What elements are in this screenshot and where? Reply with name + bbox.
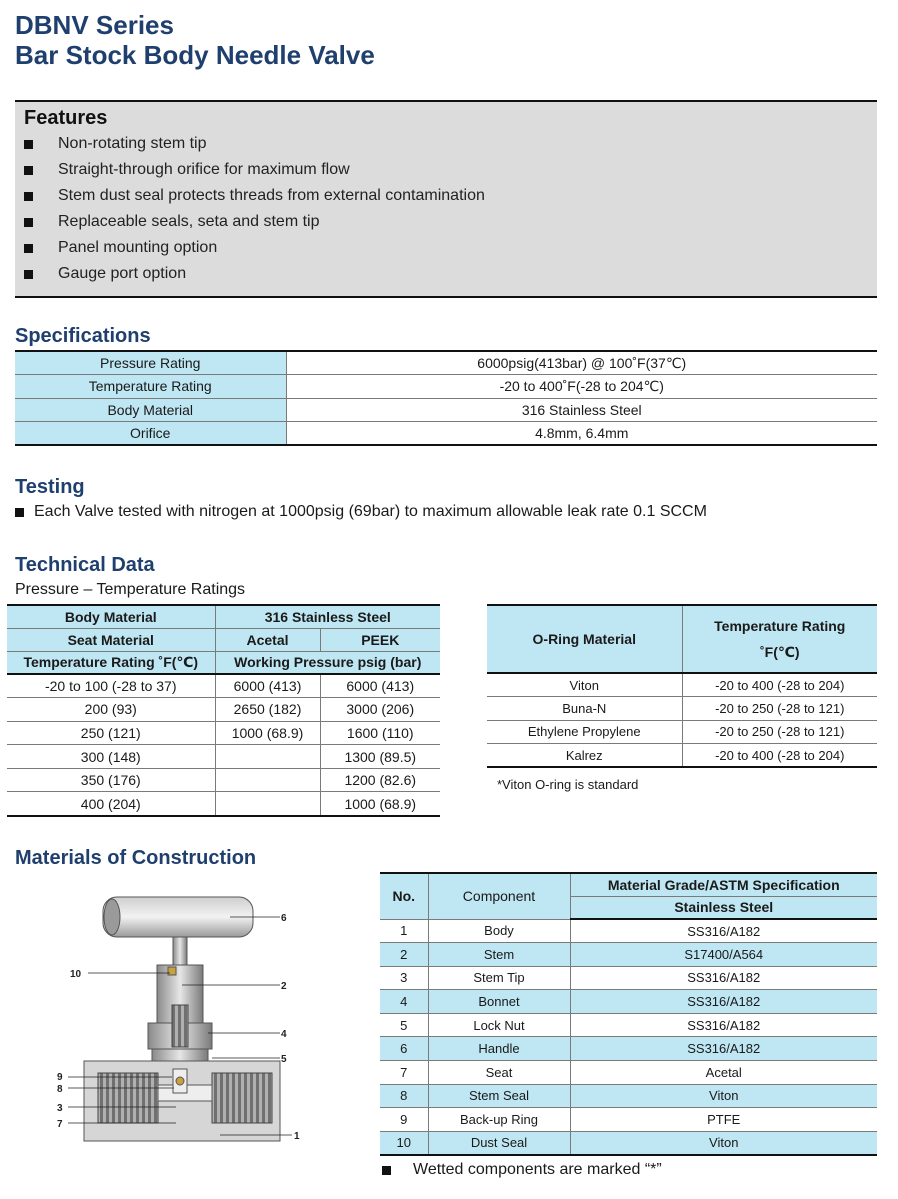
materials-title: Materials of Construction: [15, 847, 257, 869]
cell-peek: 3000 (206): [320, 698, 440, 722]
specifications-title: Specifications: [15, 325, 151, 347]
cell-temp: 250 (121): [7, 721, 215, 745]
table-row: [15, 375, 877, 399]
table-row: [15, 422, 877, 446]
table-row: [7, 698, 440, 722]
cell-acetal: 2650 (182): [215, 698, 320, 722]
header-no: No.: [380, 873, 428, 919]
feature-text: Non-rotating stem tip: [58, 135, 207, 152]
header-temperature-rating: Temperature Rating ˚F(℃): [7, 651, 215, 674]
header-acetal: Acetal: [215, 628, 320, 651]
feature-item: [24, 209, 485, 235]
cell-grade: SS316/A182: [570, 990, 877, 1014]
square-bullet-icon: [24, 218, 33, 227]
cell-grade: PTFE: [570, 1108, 877, 1132]
wetted-note-text: Wetted components are marked “*”: [413, 1161, 662, 1178]
cell-acetal: 6000 (413): [215, 674, 320, 698]
cell-grade: Viton: [570, 1084, 877, 1108]
cell-peek: 1300 (89.5): [320, 745, 440, 769]
table-row: [380, 919, 877, 943]
square-bullet-icon: [24, 140, 33, 149]
header-stainless-steel: Stainless Steel: [570, 896, 877, 919]
header-o-ring-temp: [682, 605, 877, 673]
spec-value: 4.8mm, 6.4mm: [535, 425, 629, 441]
cell-component: Stem: [428, 943, 570, 967]
table-row: [487, 697, 877, 721]
cell-temp: 350 (176): [7, 768, 215, 792]
cell-no: 8: [380, 1084, 428, 1108]
o-ring-table: [487, 604, 877, 768]
cell-component: Body: [428, 919, 570, 943]
table-row: [7, 721, 440, 745]
table-row: [380, 943, 877, 967]
cell-no: 4: [380, 990, 428, 1014]
cell-grade: SS316/A182: [570, 1037, 877, 1061]
feature-item: [24, 261, 485, 287]
cell-component: Lock Nut: [428, 1013, 570, 1037]
table-row: [380, 1037, 877, 1061]
feature-item: [24, 131, 485, 157]
table-row: [15, 351, 877, 375]
header-body-material: Body Material: [7, 605, 215, 628]
cell-grade: Acetal: [570, 1061, 877, 1085]
technical-data-title: Technical Data: [15, 554, 155, 576]
header-material-grade: Material Grade/ASTM Specification: [570, 873, 877, 896]
cell-no: 3: [380, 966, 428, 990]
table-row: [7, 792, 440, 816]
cell-temp: -20 to 250 (-28 to 121): [682, 697, 877, 721]
spec-label: Temperature Rating: [15, 375, 286, 399]
cell-no: 2: [380, 943, 428, 967]
header-working-pressure: Working Pressure psig (bar): [215, 651, 440, 674]
table-row: [380, 1084, 877, 1108]
cell-no: 7: [380, 1061, 428, 1085]
materials-table: [380, 872, 877, 1156]
callout-4: 4: [281, 1029, 287, 1040]
table-row: [380, 1013, 877, 1037]
cell-grade: Viton: [570, 1131, 877, 1155]
table-row: [487, 744, 877, 768]
testing-text: Each Valve tested with nitrogen at 1000psig (69bar) to maximum allowable leak rate 0.1 SCCM: [34, 503, 707, 520]
square-bullet-icon: [15, 508, 24, 517]
cell-temp: 200 (93): [7, 698, 215, 722]
cell-temp: -20 to 400 (-28 to 204): [715, 747, 845, 763]
header-peek: PEEK: [320, 628, 440, 651]
header-o-ring-material: O-Ring Material: [487, 605, 682, 673]
cell-peek: 1600 (110): [320, 721, 440, 745]
cell-temp: -20 to 100 (-28 to 37): [7, 674, 215, 698]
testing-title: Testing: [15, 476, 85, 498]
table-row: [487, 673, 877, 697]
cell-temp: 400 (204): [7, 792, 215, 816]
cell-grade: S17400/A564: [570, 943, 877, 967]
cell-component: Stem Seal: [428, 1084, 570, 1108]
table-row: [380, 990, 877, 1014]
table-row: [487, 720, 877, 744]
cell-peek: 1000 (68.9): [344, 795, 417, 812]
square-bullet-icon: [24, 166, 33, 175]
spec-value: 6000psig(413bar) @ 100˚F(37℃): [286, 351, 877, 375]
title-series: DBNV Series: [15, 10, 174, 40]
pressure-temperature-table: [7, 604, 440, 817]
spec-label: Body Material: [15, 398, 286, 422]
callout-3: 3: [57, 1103, 63, 1114]
cell-temp: -20 to 400 (-28 to 204): [682, 673, 877, 697]
cell-acetal: [215, 792, 320, 816]
callout-5: 5: [281, 1054, 287, 1065]
specifications-table: [15, 350, 877, 446]
feature-text: Panel mounting option: [58, 239, 218, 256]
table-row: [380, 1108, 877, 1132]
pressure-temp-subtitle: Pressure – Temperature Ratings: [15, 581, 246, 598]
header-component: Component: [428, 873, 570, 919]
cell-peek: 1200 (82.6): [320, 768, 440, 792]
cell-component: Bonnet: [428, 990, 570, 1014]
cell-material: Ethylene Propylene: [487, 720, 682, 744]
cell-component: Seat: [428, 1061, 570, 1085]
header-temp-line1: Temperature Rating: [714, 618, 846, 634]
features-list: [24, 131, 485, 287]
feature-text: Replaceable seals, seta and stem tip: [58, 213, 320, 230]
callout-2: 2: [281, 981, 287, 992]
valve-cross-section-illustration: [40, 885, 340, 1155]
cell-no: 5: [380, 1013, 428, 1037]
feature-item: [24, 235, 485, 261]
header-seat-material: Seat Material: [7, 628, 215, 651]
feature-item: [24, 183, 485, 209]
callout-9: 9: [57, 1072, 63, 1083]
cell-grade: SS316/A182: [570, 966, 877, 990]
cell-no: 6: [380, 1037, 428, 1061]
spec-label: Pressure Rating: [15, 351, 286, 375]
cell-acetal: [215, 768, 320, 792]
header-temp-line2: ˚F(℃): [760, 644, 800, 660]
table-row: [7, 745, 440, 769]
cell-material: Kalrez: [487, 744, 682, 768]
cell-grade: SS316/A182: [570, 919, 877, 943]
header-316-stainless: 316 Stainless Steel: [215, 605, 440, 628]
testing-item: [15, 503, 707, 521]
table-row: [380, 1061, 877, 1085]
table-row: [7, 674, 440, 698]
valve-diagram: [40, 885, 340, 1155]
table-row: [380, 966, 877, 990]
square-bullet-icon: [382, 1166, 391, 1175]
spec-value: -20 to 400˚F(-28 to 204℃): [286, 375, 877, 399]
features-title: Features: [24, 107, 108, 129]
cell-temp: -20 to 250 (-28 to 121): [682, 720, 877, 744]
cell-component: Dust Seal: [428, 1131, 570, 1155]
spec-value: 316 Stainless Steel: [286, 398, 877, 422]
o-ring-note: *Viton O-ring is standard: [497, 777, 639, 792]
table-row: [7, 768, 440, 792]
callout-10: 10: [70, 969, 82, 980]
square-bullet-icon: [24, 192, 33, 201]
title-product: Bar Stock Body Needle Valve: [15, 40, 375, 70]
table-row: [15, 398, 877, 422]
callout-1: 1: [294, 1131, 300, 1142]
page-title: [15, 10, 375, 70]
cell-no: 1: [380, 919, 428, 943]
cell-component: Back-up Ring: [428, 1108, 570, 1132]
cell-material: Viton: [487, 673, 682, 697]
cell-grade: SS316/A182: [570, 1013, 877, 1037]
table-row: [380, 1131, 877, 1155]
features-box: [15, 100, 877, 298]
cell-acetal: [215, 745, 320, 769]
callout-6: 6: [281, 913, 287, 924]
cell-acetal: 1000 (68.9): [215, 721, 320, 745]
cell-no: 9: [380, 1108, 428, 1132]
feature-text: Stem dust seal protects threads from external contamination: [58, 187, 485, 204]
wetted-components-note: [382, 1161, 662, 1179]
square-bullet-icon: [24, 244, 33, 253]
cell-component: Stem Tip: [428, 966, 570, 990]
feature-text: Gauge port option: [58, 265, 187, 282]
callout-7: 7: [57, 1119, 63, 1130]
cell-temp: 300 (148): [7, 745, 215, 769]
cell-peek: 6000 (413): [320, 674, 440, 698]
cell-component: Handle: [428, 1037, 570, 1061]
callout-8: 8: [57, 1084, 63, 1095]
cell-material: Buna-N: [487, 697, 682, 721]
cell-no: 10: [380, 1131, 428, 1155]
square-bullet-icon: [24, 270, 33, 279]
feature-item: [24, 157, 485, 183]
spec-label: Orifice: [15, 422, 286, 446]
feature-text: Straight-through orifice for maximum flow: [58, 161, 350, 178]
